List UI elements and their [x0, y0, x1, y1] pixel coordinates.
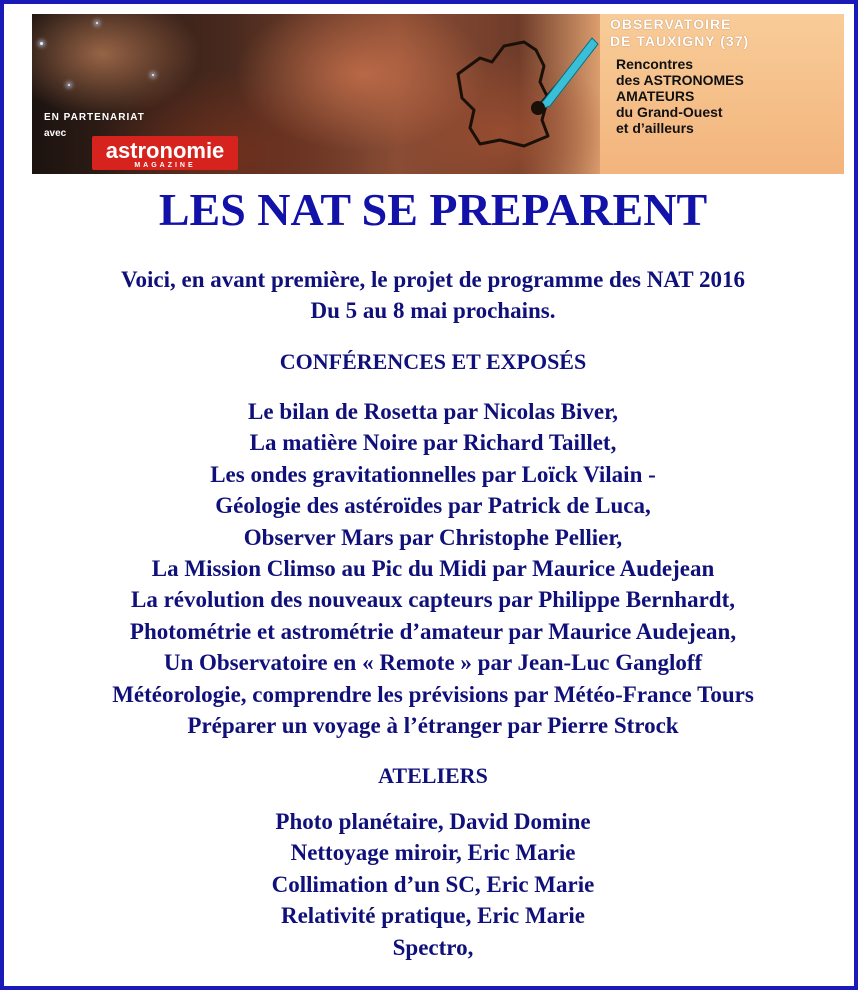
list-item: Observer Mars par Christophe Pellier, — [243, 524, 623, 550]
logo-subtext: MAGAZINE — [134, 162, 196, 169]
list-item: Géologie des astéroïdes par Patrick de Luca, — [215, 493, 651, 519]
partner-label: EN PARTENARIAT — [44, 112, 145, 123]
list-item: Les ondes gravitationnelles par Loïck Vilain - — [210, 461, 656, 487]
list-item: La matière Noire par Richard Taillet, — [249, 430, 617, 456]
list-item: Collimation d’un SC, Eric Marie — [271, 871, 595, 897]
conferences-heading: CONFÉRENCES ET EXPOSÉS — [279, 349, 587, 374]
ateliers-heading: ATELIERS — [378, 763, 488, 788]
france-map-telescope-icon — [440, 28, 600, 158]
list-item: Un Observatoire en « Remote » par Jean-Luc Gangloff — [163, 650, 703, 676]
star-decoration — [96, 22, 98, 24]
astronomie-magazine-logo — [92, 136, 238, 170]
list-item: Nettoyage miroir, Eric Marie — [290, 840, 576, 866]
star-decoration — [152, 74, 154, 76]
star-decoration — [68, 84, 70, 86]
intro-line: Voici, en avant première, le projet de programme des NAT 2016 — [121, 267, 745, 292]
header-banner — [32, 14, 844, 174]
observatory-name: OBSERVATOIRE DE TAUXIGNY (37) — [610, 16, 750, 49]
list-item: La révolution des nouveaux capteurs par Philippe Bernhardt, — [130, 587, 736, 613]
partner-avec-label: avec — [44, 128, 67, 139]
conferences-list — [4, 396, 858, 741]
list-item: La Mission Climso au Pic du Midi par Maurice Audejean — [151, 556, 715, 582]
list-item: Le bilan de Rosetta par Nicolas Biver, — [248, 399, 618, 424]
intro-paragraph — [4, 264, 858, 326]
list-item: Relativité pratique, Eric Marie — [280, 903, 586, 929]
list-item: Préparer un voyage à l’étranger par Pierre Strock — [187, 713, 679, 739]
meeting-title: Rencontres des ASTRONOMES AMATEURS du Grand-Ouest et d’ailleurs — [616, 56, 744, 136]
list-item: Météorologie, comprendre les prévisions par Météo-France Tours — [112, 681, 754, 707]
list-item: Spectro, — [392, 934, 474, 960]
logo-text: astronomie — [105, 138, 225, 163]
star-decoration — [40, 42, 43, 45]
page-headline: LES NAT SE PREPARENT — [158, 184, 708, 235]
list-item: Photo planétaire, David Domine — [275, 809, 591, 834]
ateliers-list — [4, 806, 858, 963]
list-item: Photométrie et astrométrie d’amateur par Maurice Audejean, — [129, 618, 737, 644]
intro-line: Du 5 au 8 mai prochains. — [310, 298, 556, 323]
